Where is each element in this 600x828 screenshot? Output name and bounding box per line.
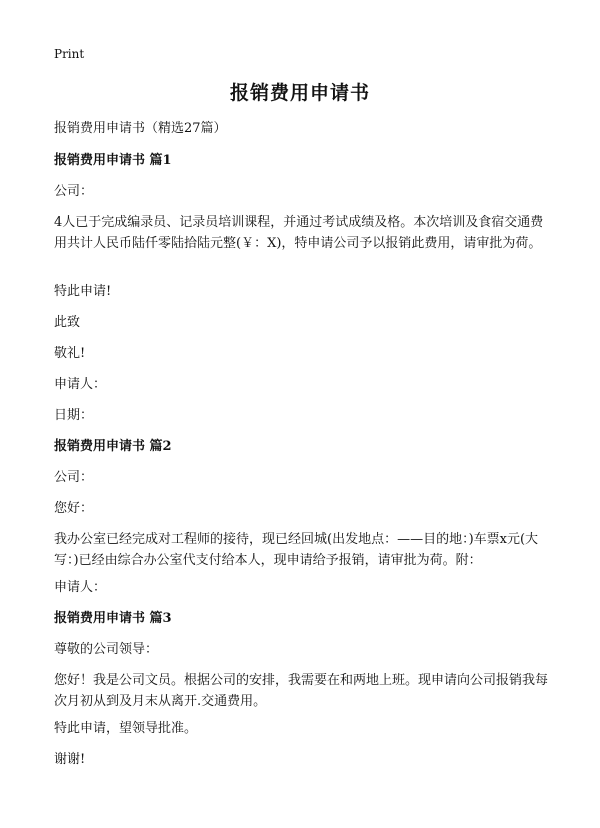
section1-closing: 特此申请!	[54, 284, 112, 299]
section-heading-3: 报销费用申请书 篇3	[54, 611, 172, 626]
section2-applicant: 申请人：	[54, 580, 107, 595]
section-heading-2: 报销费用申请书 篇2	[54, 439, 172, 454]
section1-regards: 敬礼!	[54, 346, 86, 361]
document-title: 报销费用申请书	[229, 82, 370, 104]
section2-body: 我办公室已经完成对工程师的接待，现已经回城(出发地点：——目的地：)车票x元(大写：)已经由综合办公室代支付给本人，现申请给予报销，请审批为荷。附：	[54, 532, 539, 568]
section3-thanks: 谢谢!	[54, 752, 86, 767]
section3-addressee: 尊敬的公司领导：	[54, 642, 159, 657]
section-heading-1: 报销费用申请书 篇1	[54, 153, 172, 168]
section1-addressee: 公司：	[54, 184, 94, 199]
document-subtitle: 报销费用申请书（精选27篇）	[54, 121, 227, 136]
section1-date: 日期：	[54, 408, 94, 423]
print-label: Print	[54, 47, 85, 61]
section1-applicant: 申请人：	[54, 377, 107, 392]
section2-addressee: 公司：	[54, 470, 94, 485]
section1-body: 4人已于完成编录员、记录员培训课程，并通过考试成绩及格。本次培训及食宿交通费用共计人民币陆仟零陆拾陆元整(￥：X)，特申请公司予以报销此费用，请审批为荷。	[54, 215, 544, 251]
section3-closing: 特此申请，望领导批准。	[54, 721, 198, 736]
section1-salutation: 此致	[54, 315, 81, 330]
section3-body: 您好！我是公司文员。根据公司的安排，我需要在和两地上班。现申请向公司报销我每次月初从到及月末从离开.交通费用。	[54, 673, 549, 709]
section2-greeting: 您好：	[54, 501, 94, 516]
